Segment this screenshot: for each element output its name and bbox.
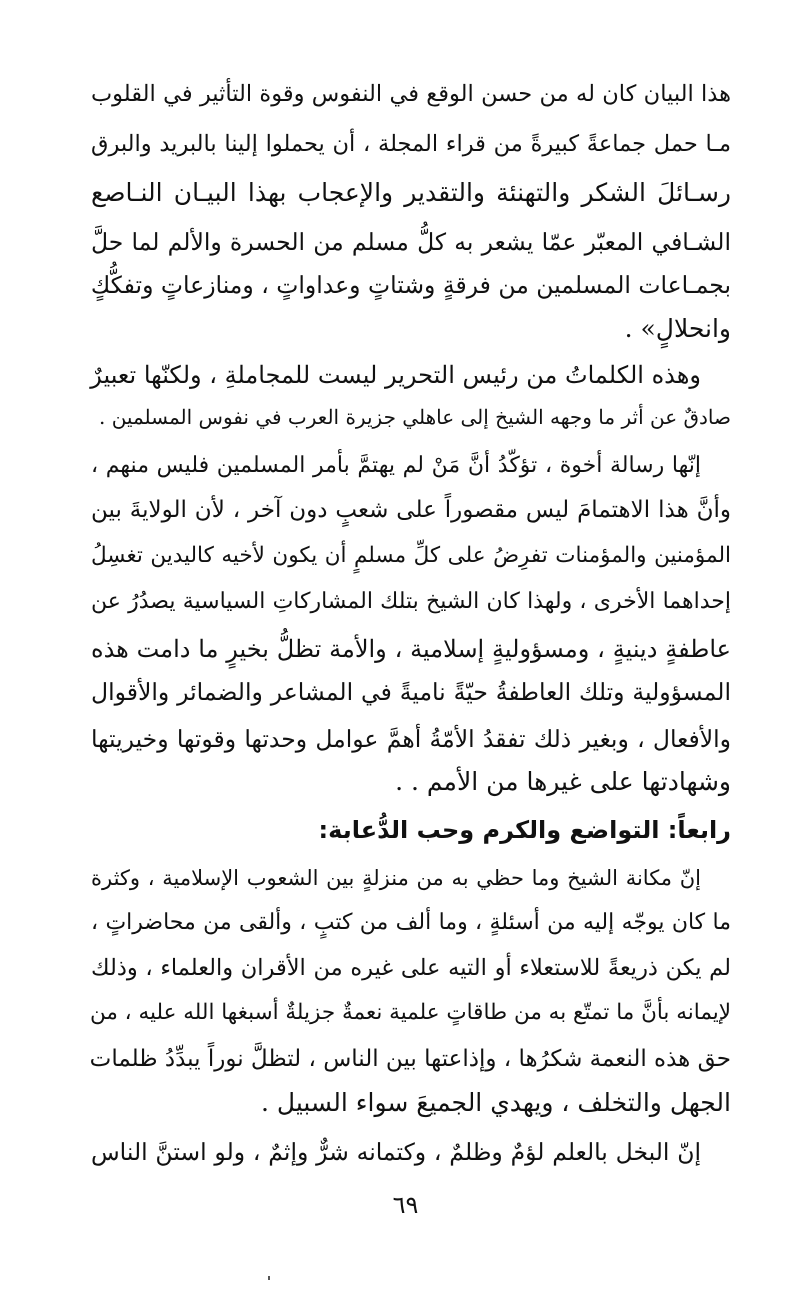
text-line: إحداهما الأخرى ، ولهذا كان الشيخ بتلك المشاركاتِ السياسية يصدُرُ عن (91, 589, 731, 614)
text-line: مـا حمل جماعةً كبيرةً من قراء المجلة ، أن يحملوا إلينا بالبريد والبرق (91, 131, 731, 157)
text-line: رسـائلَ الشكر والتهنئة والتقدير والإعجاب بهذا البيـان النـاصع (91, 178, 731, 207)
text-line: وأنَّ هذا الاهتمامَ ليس مقصوراً على شعبٍ دون آخر ، لأن الولايةَ بين (91, 497, 731, 523)
text-line: إنّ البخل بالعلم لؤمٌ وظلمٌ ، وكتمانه شرٌّ وإثمٌ ، ولو استنَّ الناس (91, 1138, 701, 1166)
text-line: إنّ مكانة الشيخ وما حظي به من منزلةٍ بين الشعوب الإسلامية ، وكثرة (91, 866, 701, 890)
text-line: صادقٌ عن أثر ما وجهه الشيخ إلى عاهلي جزيرة العرب في نفوس المسلمين . (98, 405, 731, 429)
text-line: ما كان يوجّه إليه من أسئلةٍ ، وما ألف من كتبٍ ، وألقى من محاضراتٍ ، (91, 910, 731, 935)
text-line: لم يكن ذريعةً للاستعلاء أو التيه على غيره من الأقران والعلماء ، وذلك (91, 955, 731, 981)
text-line: وشهادتها على غيرها من الأمم . . (395, 767, 731, 796)
text-line: وانحلالٍ» . (624, 314, 731, 343)
text-line: إنّها رسالة أخوة ، تؤكّدُ أنَّ مَنْ لم يهتمَّ بأمر المسلمين فليس منهم ، (91, 453, 701, 478)
text-line: المؤمنين والمؤمنات تفرِضُ على كلِّ مسلمٍ أن يكون لأخيه كاليدين تغسِلُ (91, 543, 731, 568)
text-line: هذا البيان كان له من حسن الوقع في النفوس وقوة التأثير في القلوب (91, 81, 731, 107)
scan-speck (268, 1276, 270, 1280)
text-line: لإيمانه بأنَّ ما تمتّع به من طاقاتٍ علمية نعمةٌ جزيلةٌ أسبغها الله عليه ، من (89, 1000, 731, 1025)
text-line: والأفعال ، وبغير ذلك تفقدُ الأمّةُ أهمَّ عوامل وحدتها وقوتها وخيريتها (91, 725, 731, 753)
text-line: عاطفةٍ دينيةٍ ، ومسؤوليةٍ إسلامية ، والأمة تظلُّ بخيرٍ ما دامت هذه (91, 635, 731, 663)
text-line: الجهل والتخلف ، ويهدي الجميعَ سواء السبيل . (261, 1088, 731, 1117)
text-line: وهذه الكلماتُ من رئيس التحرير ليست للمجاملةِ ، ولكنّها تعبيرٌ (90, 361, 701, 389)
text-line: المسؤولية وتلك العاطفةُ حيّةً ناميةً في المشاعر والضمائر والأقوال (91, 678, 731, 706)
text-line: بجمـاعات المسلمين من فرقةٍ وشتاتٍ وعداواتٍ ، ومنازعاتٍ وتفكُّكٍ (90, 271, 731, 299)
text-line: حق هذه النعمة شكرُها ، وإذاعتها بين الناس ، لتظلَّ نوراً يبدِّدُ ظلمات (89, 1046, 731, 1072)
section-heading: رابعاً: التواضع والكرم وحب الدُّعابة: (318, 816, 731, 844)
text-line: الشـافي المعبّر عمّا يشعر به كلُّ مسلم من الحسرة والألم لما حلَّ (91, 228, 731, 256)
page-number: ٦٩ (392, 1191, 419, 1219)
